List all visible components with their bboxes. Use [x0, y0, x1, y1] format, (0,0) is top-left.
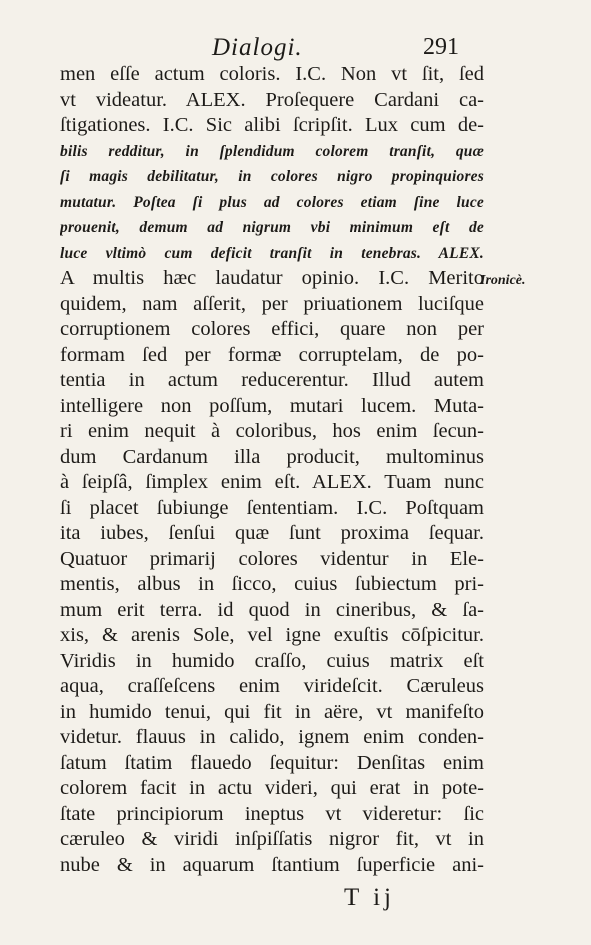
- text-line: bilis redditur, in ſplendidum colorem tranſit, quæ: [60, 142, 484, 160]
- text-line: vt videatur. ALEX. Proſequere Cardani ca-: [60, 88, 484, 111]
- page-number: 291: [423, 34, 459, 60]
- text-line: mentis, albus in ſicco, cuius ſubiectum pri-: [60, 573, 484, 595]
- text-line: quidem, nam aſſerit, per priuationem luciſque: [60, 292, 484, 315]
- text-line: ſi magis debilitatur, in colores nigro propinquiores: [60, 168, 484, 185]
- text-line: colorem facit in actu videri, qui erat in pote-: [60, 777, 484, 799]
- text-line: ita iubes, ſenſui quæ ſunt proxima ſequar.: [60, 522, 484, 544]
- text-line: A multis hæc laudatur opinio. I.C. Merito: [60, 267, 484, 289]
- signature-mark: T ij: [344, 884, 395, 911]
- text-line: ſatum ſtatim flauedo ſequitur: Denſitas enim: [60, 751, 484, 774]
- text-line: mutatur. Poſtea ſi plus ad colores etiam ſine luce: [60, 193, 484, 211]
- text-line: intelligere non poſſum, mutari lucem. Muta-: [60, 394, 484, 417]
- text-line: corruptionem colores effici, quare non per: [60, 318, 484, 340]
- text-line: dum Cardanum illa producit, multominus: [60, 445, 484, 468]
- text-line: ſtate principiorum ineptus vt videretur: ſic: [60, 802, 484, 825]
- text-line: mum erit terra. id quod in cineribus, & ſa-: [60, 598, 484, 621]
- text-line: à ſeipſâ, ſimplex enim eſt. ALEX. Tuam nunc: [60, 471, 484, 493]
- text-line: videtur. flauus in calido, ignem enim conden-: [60, 726, 484, 748]
- text-line: prouenit, demum ad nigrum vbi minimum eſt de: [60, 219, 484, 236]
- text-line: nube & in aquarum ſtantium ſuperficie ani-: [60, 853, 484, 876]
- text-line: Quatuor primarij colores videntur in Ele-: [60, 547, 484, 570]
- marginal-note: Ironicè.: [480, 273, 526, 288]
- text-line: Viridis in humido craſſo, cuius matrix eſt: [60, 649, 484, 672]
- text-line: xis, & arenis Sole, vel igne exuſtis cōſpicitur.: [60, 624, 484, 646]
- text-line: tentia in actum reducerentur. Illud autem: [60, 369, 484, 391]
- text-line: aqua, craſſeſcens enim virideſcit. Cæruleus: [60, 675, 484, 697]
- text-line: in humido tenui, qui fit in aëre, vt manifeſto: [60, 700, 484, 723]
- text-line: ſtigationes. I.C. Sic alibi ſcripſit. Lux cum de-: [60, 114, 484, 136]
- text-line: ſi placet ſubiunge ſententiam. I.C. Poſtquam: [60, 496, 484, 519]
- running-title: Dialogi.: [212, 34, 303, 61]
- page-header: [0, 32, 591, 62]
- text-line: men eſſe actum coloris. I.C. Non vt ſit, ſed: [60, 63, 484, 85]
- text-line: ri enim nequit à coloribus, hos enim ſecun-: [60, 420, 484, 442]
- text-line: luce vltimò cum deficit tranſit in tenebras. ALEX.: [60, 244, 484, 262]
- text-line: cæruleo & viridi inſpiſſatis nigror fit, vt in: [60, 828, 484, 850]
- text-line: formam ſed per formæ corruptelam, de po-: [60, 343, 484, 366]
